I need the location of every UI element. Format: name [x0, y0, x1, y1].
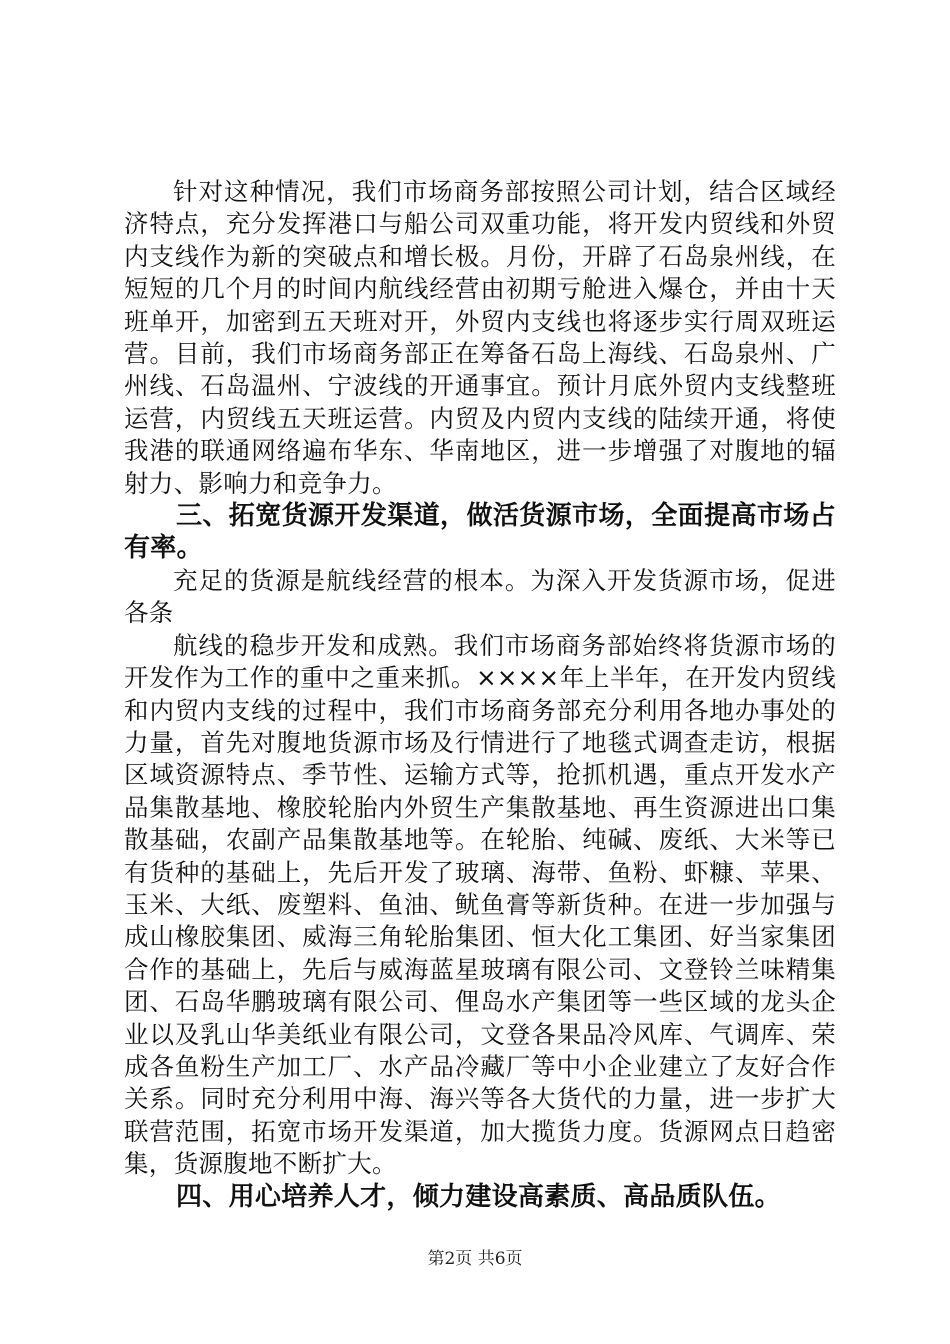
section-heading-three: 三、拓宽货源开发渠道，做活货源市场，全面提高市场占有率。 [124, 501, 836, 564]
paragraph-cargo-source-intro: 充足的货源是航线经营的根本。为深入开发货源市场，促进各条 [124, 565, 836, 628]
paragraph-route-development: 针对这种情况，我们市场商务部按照公司计划，结合区域经济特点，充分发挥港口与船公司双重功能，将开发内贸线和外贸内支线作为新的突破点和增长极。月份，开辟了石岛泉州线，在短短的几个月的时间内航线经营由初期亏舱进入爆仓，并由十天班单开，加密到五天班对开，外贸内支线也将逐步实行周双班运营。目前，我们市场商务部正在筹备石岛上海线、石岛泉州、广州线、石岛温州、宁波线的开通事宜。预计月底外贸内支线整班运营，内贸线五天班运营。内贸及内贸内支线的陆续开通，将使我港的联通网络遍布华东、华南地区，进一步增强了对腹地的辐射力、影响力和竞争力。 [124, 177, 836, 498]
section-heading-four: 四、用心培养人才，倾力建设高素质、高品质队伍。 [176, 1181, 781, 1212]
paragraph-cargo-source-detail: 航线的稳步开发和成熟。我们市场商务部始终将货源市场的开发作为工作的重中之重来抓。××××年上半年，在开发内贸线和内贸内支线的过程中，我们市场商务部充分利用各地办事处的力量，首先对腹地货源市场及行情进行了地毯式调查走访，根据区域资源特点、季节性、运输方式等，抢抓机遇，重点开发水产品集散基地、橡胶轮胎内外贸生产集散基地、再生资源进出口集散基础，农副产品集散基地等。在轮胎、纯碱、废纸、大米等已有货种的基础上，先后开发了玻璃、海带、鱼粉、虾糠、苹果、玉米、大纸、废塑料、鱼油、鱿鱼膏等新货种。在进一步加强与成山橡胶集团、威海三角轮胎集团、恒大化工集团、好当家集团合作的基础上，先后与威海蓝星玻璃有限公司、文登铃兰味精集团、石岛华鹏玻璃有限公司、俚岛水产集团等一些区域的龙头企业以及乳山华美纸业有限公司，文登各果品冷风库、气调库、荣成各鱼粉生产加工厂、水产品冷藏厂等中小企业建立了友好合作关系。同时充分利用中海、海兴等各大货代的力量，进一步扩大联营范围，拓宽市场开发渠道，加大揽货力度。货源网点日趋密集，货源腹地不断扩大。 [124, 630, 836, 1179]
page-number-footer: 第2页 共6页 [427, 1249, 523, 1269]
document-body [124, 176, 836, 1213]
